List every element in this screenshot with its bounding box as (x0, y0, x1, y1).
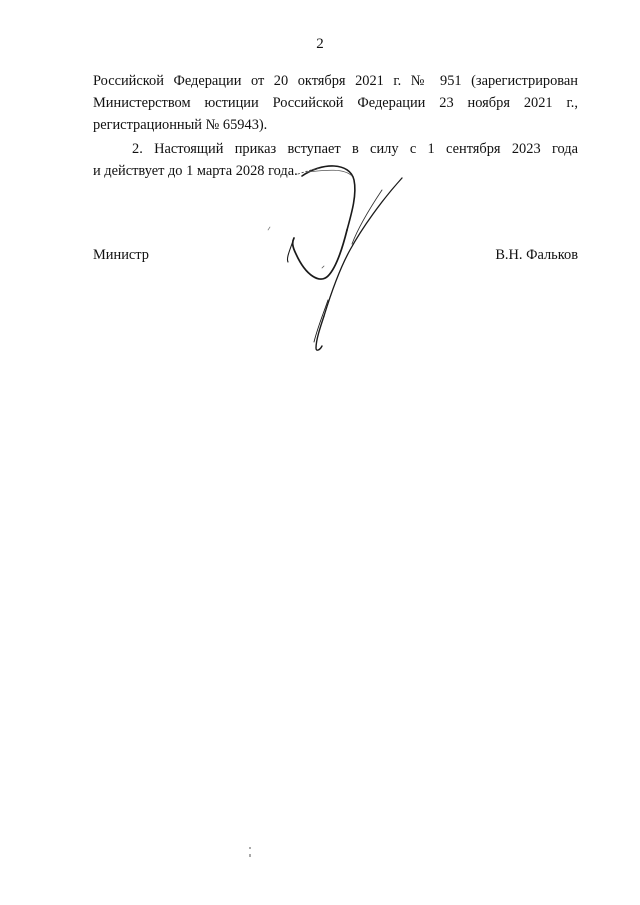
text-line: 2. Настоящий приказ вступает в силу с 1 сентября 2023 года (132, 141, 578, 157)
signatory-name: В.Н. Фальков (495, 247, 578, 263)
scan-speck (249, 847, 251, 849)
page-number: 2 (316, 36, 324, 52)
signatory-title: Министр (93, 247, 149, 263)
text-line: регистрационный № 65943). (93, 117, 268, 133)
text-line: Министерством юстиции Российской Федерации 23 ноября 2021 г., (93, 95, 578, 111)
scan-speck (249, 854, 251, 857)
handwritten-signature-icon (262, 150, 422, 360)
paragraph-continuation (93, 70, 578, 136)
text-line: и действует до 1 марта 2028 года. (93, 163, 298, 179)
text-line: Российской Федерации от 20 октября 2021 г. № 951 (зарегистрирован (93, 73, 578, 89)
